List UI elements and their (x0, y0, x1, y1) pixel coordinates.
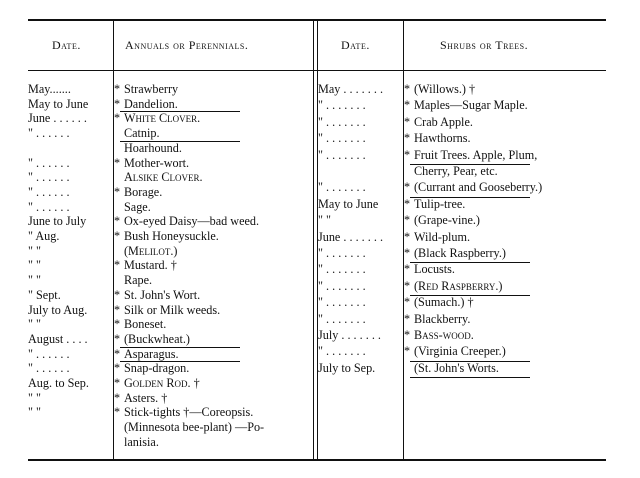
right-row-mark: * (404, 180, 411, 195)
right-row-underline (410, 377, 530, 378)
left-row-plant: St. John's Wort. (124, 287, 201, 302)
right-row-mark: * (404, 344, 411, 359)
left-row-mark: * (114, 346, 121, 361)
left-table-row (28, 348, 313, 362)
right-table-row (318, 165, 606, 179)
right-row-plant: (Virginia Creeper.) (414, 344, 506, 359)
right-row-date: " . . . . . . . (318, 312, 366, 326)
right-table-row (318, 296, 606, 310)
left-row-plant: Alsike Clover. (124, 170, 203, 185)
right-row-mark: * (404, 311, 411, 326)
left-table-row (28, 377, 313, 391)
left-row-plant: Boneset. (124, 317, 167, 332)
left-row-mark: * (114, 258, 121, 273)
left-row-date: " . . . . . . (28, 156, 70, 170)
left-row-date: " . . . . . . (28, 185, 70, 199)
right-row-date: May . . . . . . . (318, 83, 383, 96)
right-row-plant: (Sumach.) † (414, 295, 474, 310)
right-row-mark: * (404, 246, 411, 260)
right-row-date: " . . . . . . . (318, 345, 366, 359)
left-row-date: " " (28, 406, 41, 420)
right-row-mark: * (404, 213, 411, 228)
left-row-date: " Sept. (28, 288, 61, 302)
right-row-plant: Maples—Sugar Maple. (414, 98, 528, 113)
right-row-date: " . . . . . . . (318, 296, 366, 310)
left-row-plant: Strawberry (124, 82, 179, 96)
left-row-date: " . . . . . . (28, 362, 70, 376)
left-table-row (28, 333, 313, 347)
left-row-plant: (Buckwheat.) (124, 331, 190, 346)
left-row-date: " . . . . . . (28, 171, 70, 185)
left-table-row (28, 289, 313, 303)
left-row-plant: Borage. (124, 184, 163, 199)
left-row-plant: Stick-tights †—Coreopsis. (124, 405, 254, 420)
right-row-plant: (Red Raspberry.) (414, 278, 503, 293)
right-row-mark: * (404, 82, 411, 96)
right-table-row (318, 149, 606, 163)
left-table-row (28, 406, 313, 420)
right-table-row (318, 247, 606, 261)
right-row-mark: * (404, 295, 411, 310)
left-row-date: " " (28, 244, 41, 258)
left-row-mark: * (114, 331, 121, 346)
right-row-plant: (Grape-vine.) (414, 213, 480, 228)
left-row-date: " " (28, 318, 41, 332)
left-row-date: " Aug. (28, 230, 60, 243)
left-row-mark: * (114, 184, 121, 199)
right-row-plant: Cherry, Pear, etc. (414, 164, 498, 178)
left-table-row (28, 83, 313, 97)
left-row-date: Aug. to Sep. (28, 377, 89, 390)
right-row-date: " " (318, 214, 331, 228)
right-table-row (318, 329, 606, 343)
left-table-row (28, 318, 313, 332)
right-row-date: " . . . . . . . (318, 181, 366, 195)
left-table-row (28, 215, 313, 229)
right-table-row (318, 83, 606, 97)
right-table-row (318, 198, 606, 212)
left-table-row (28, 245, 313, 259)
left-table-row (28, 259, 313, 273)
right-row-mark: * (404, 278, 411, 293)
right-row-date: June . . . . . . . (318, 230, 383, 244)
right-table-row (318, 280, 606, 294)
left-row-plant: (Minnesota bee-plant) —Po- (124, 420, 265, 435)
right-table-row (318, 313, 606, 327)
right-row-mark: * (404, 328, 411, 342)
left-row-mark: * (114, 390, 121, 405)
left-row-plant: Catnip. (124, 126, 160, 141)
right-row-mark: * (404, 147, 411, 162)
right-row-date: " . . . . . . . (318, 148, 366, 162)
left-table-row (28, 127, 313, 141)
right-row-plant: Wild-plum. (414, 229, 471, 244)
right-row-plant: (Currant and Gooseberry.) (414, 180, 543, 195)
header-left-date: Date. (52, 38, 81, 52)
right-row-date: July to Sep. (318, 361, 376, 375)
left-row-plant: Mother-wort. (124, 155, 190, 170)
left-table-row (28, 157, 313, 171)
left-row-date: June . . . . . . (28, 112, 87, 126)
right-row-mark: * (404, 196, 411, 211)
right-row-plant: Blackberry. (414, 311, 471, 326)
right-row-plant: (St. John's Worts. (414, 360, 499, 375)
left-table-row (28, 436, 313, 450)
left-table-row (28, 392, 313, 406)
left-row-date: " . . . . . . (28, 200, 70, 214)
left-row-plant: Asparagus. (124, 346, 179, 361)
right-table-row (318, 263, 606, 277)
right-row-date: July . . . . . . . (318, 329, 381, 342)
left-table-row (28, 421, 313, 435)
left-row-date: " " (28, 274, 41, 288)
left-row-date: August . . . . (28, 332, 88, 346)
right-row-mark: * (404, 229, 411, 244)
left-row-date: " . . . . . . (28, 347, 70, 361)
left-table-row (28, 362, 313, 376)
right-row-plant: Fruit Trees. Apple, Plum, (414, 147, 538, 162)
left-table-row (28, 112, 313, 126)
right-row-date: " . . . . . . . (318, 99, 366, 113)
left-row-date: " . . . . . . (28, 127, 70, 141)
left-row-plant: (Melilot.) (124, 243, 178, 258)
left-row-plant: Rape. (124, 273, 153, 288)
right-row-plant: (Willows.) † (414, 82, 476, 96)
right-row-plant: Crab Apple. (414, 114, 473, 129)
left-table-row (28, 186, 313, 200)
left-row-plant: Dandelion. (124, 96, 178, 111)
right-row-date: " . . . . . . . (318, 279, 366, 293)
left-table-row (28, 230, 313, 244)
right-row-mark: * (404, 98, 411, 113)
left-row-date: " " (28, 259, 41, 273)
left-table-row (28, 304, 313, 318)
left-row-plant: Bush Honeysuckle. (124, 229, 219, 243)
right-table-row (318, 214, 606, 228)
left-row-date: May....... (28, 83, 71, 96)
left-row-plant: Snap-dragon. (124, 361, 190, 376)
right-row-date: " . . . . . . . (318, 132, 366, 146)
right-row-plant: Bass-wood. (414, 328, 474, 342)
right-row-plant: Tulip-tree. (414, 196, 466, 211)
left-row-date: July to Aug. (28, 303, 88, 317)
left-row-plant: Ox-eyed Daisy—bad weed. (124, 214, 260, 229)
right-table-row (318, 132, 606, 146)
right-row-mark: * (404, 114, 411, 129)
left-row-plant: Sage. (124, 199, 151, 214)
right-row-plant: Hawthorns. (414, 131, 471, 146)
header-left-plants: Annuals or Perennials. (125, 38, 249, 52)
left-row-plant: White Clover. (124, 111, 201, 126)
left-row-mark: * (114, 214, 121, 229)
right-table-row (318, 116, 606, 130)
right-row-plant: Locusts. (414, 262, 455, 277)
left-row-mark: * (114, 229, 121, 243)
left-row-mark: * (114, 361, 121, 376)
left-row-plant: lanisia. (124, 434, 159, 449)
left-table-row (28, 274, 313, 288)
right-table-row (318, 231, 606, 245)
left-row-mark: * (114, 317, 121, 332)
left-row-plant: Mustard. † (124, 258, 177, 273)
left-row-mark: * (114, 82, 121, 96)
left-row-date: May to June (28, 97, 89, 111)
left-row-mark: * (114, 405, 121, 420)
left-row-plant: Hoarhound. (124, 140, 182, 155)
left-row-mark: * (114, 302, 121, 317)
left-row-mark: * (114, 287, 121, 302)
left-row-plant: Golden Rod. † (124, 376, 200, 390)
left-row-mark: * (114, 376, 121, 390)
left-table-row (28, 171, 313, 185)
left-row-mark: * (114, 111, 121, 126)
header-right-plants: Shrubs or Trees. (440, 38, 529, 52)
right-row-date: " . . . . . . . (318, 247, 366, 260)
right-row-date: " . . . . . . . (318, 115, 366, 129)
center-double-rule-a (313, 20, 314, 460)
right-table-row (318, 99, 606, 113)
left-table-row (28, 142, 313, 156)
left-row-date: June to July (28, 215, 87, 229)
right-row-mark: * (404, 131, 411, 146)
right-table-row (318, 181, 606, 195)
left-row-date: " " (28, 391, 41, 405)
left-table-row (28, 98, 313, 112)
right-row-date: " . . . . . . . (318, 263, 366, 277)
right-row-plant: (Black Raspberry.) (414, 246, 506, 260)
left-row-plant: Silk or Milk weeds. (124, 302, 221, 317)
right-table-row (318, 345, 606, 359)
right-row-date: May to June (318, 197, 379, 211)
header-right-date: Date. (341, 38, 370, 52)
right-row-mark: * (404, 262, 411, 277)
right-table-row (318, 362, 606, 376)
left-row-mark: * (114, 155, 121, 170)
left-row-mark: * (114, 96, 121, 111)
left-table-row (28, 201, 313, 215)
left-row-plant: Asters. † (124, 390, 168, 405)
